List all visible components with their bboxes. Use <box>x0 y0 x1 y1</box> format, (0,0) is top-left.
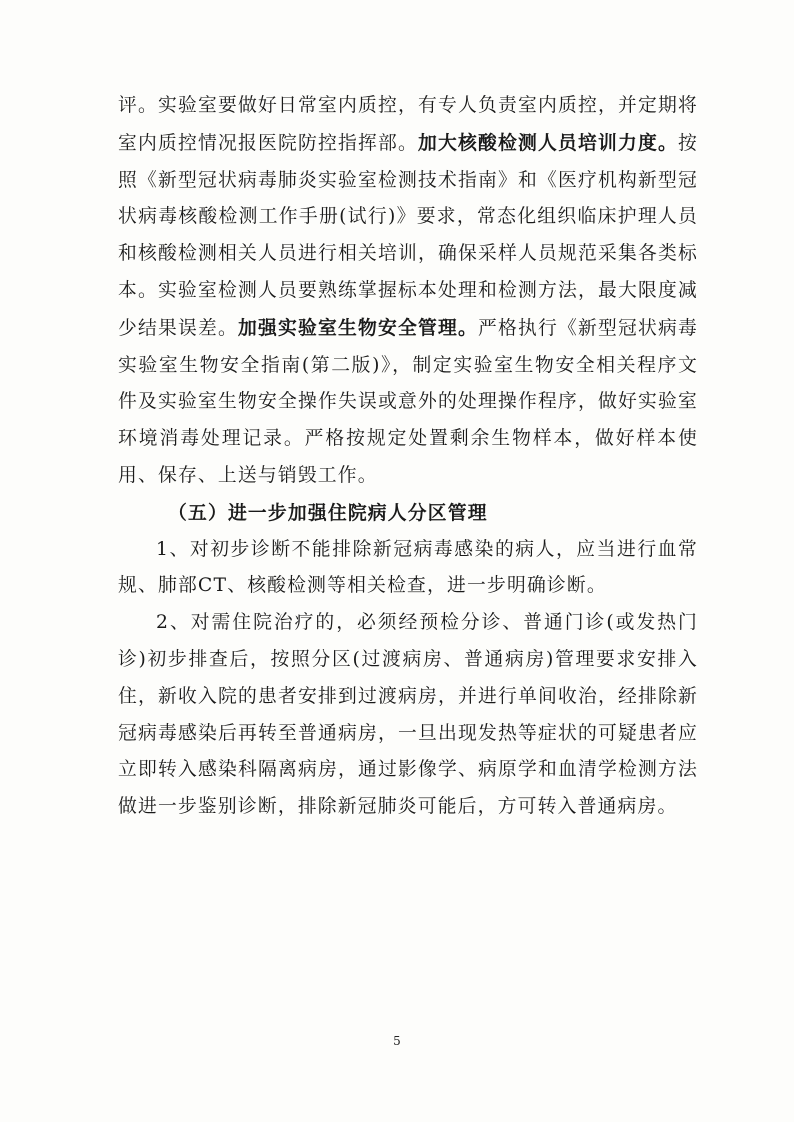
document-body <box>118 88 698 826</box>
bold-run-biosafety-heading: 加强实验室生物安全管理。 <box>238 316 479 339</box>
page-number: 5 <box>393 1034 401 1048</box>
text-run: 评。实验室要做好日常室内质控，有专人负责室内质控，并定期将室内质控情况报医院防控指挥部。 <box>118 95 698 154</box>
list-item: 2、对需住院治疗的，必须经预检分诊、普通门诊(或发热门诊)初步排查后，按照分区(过渡病房、普通病房)管理要求安排入住，新收入院的患者安排到过渡病房，并进行单间收治，经排除新冠病毒感染后再转至普通病房，一旦出现发热等症状的可疑患者应立即转入感染科隔离病房，通过影像学、病原学和血清学检测方法做进一步鉴别诊断，排除新冠肺炎可能后，方可转入普通病房。 <box>118 612 698 818</box>
text-run: 严格执行《新型冠状病毒实验室生物安全指南(第二版)》，制定实验室生物安全相关程序文件及实验室生物安全操作失误或意外的处理操作程序，做好实验室环境消毒处理记录。严格按规定处置剩余生物样本，做好样本使用、保存、上送与销毁工作。 <box>118 317 699 486</box>
paragraph-lab-quality-control <box>118 88 698 495</box>
text-run: 按照《新型冠状病毒肺炎实验室检测技术指南》和《医疗机构新型冠状病毒核酸检测工作手册(试行)》要求，常态化组织临床护理人员和核酸检测相关人员进行相关培训，确保采样人员规范采集各类标本。实验室检测人员要熟练掌握标本处理和检测方法，最大限度减少结果误差。 <box>118 132 699 339</box>
section-heading: （五）进一步加强住院病人分区管理 <box>168 501 488 524</box>
bold-run-training-heading: 加大核酸检测人员培训力度。 <box>418 131 679 154</box>
list-item: 1、对初步诊断不能排除新冠病毒感染的病人，应当进行血常规、肺部CT、核酸检测等相关检查，进一步明确诊断。 <box>118 538 698 597</box>
